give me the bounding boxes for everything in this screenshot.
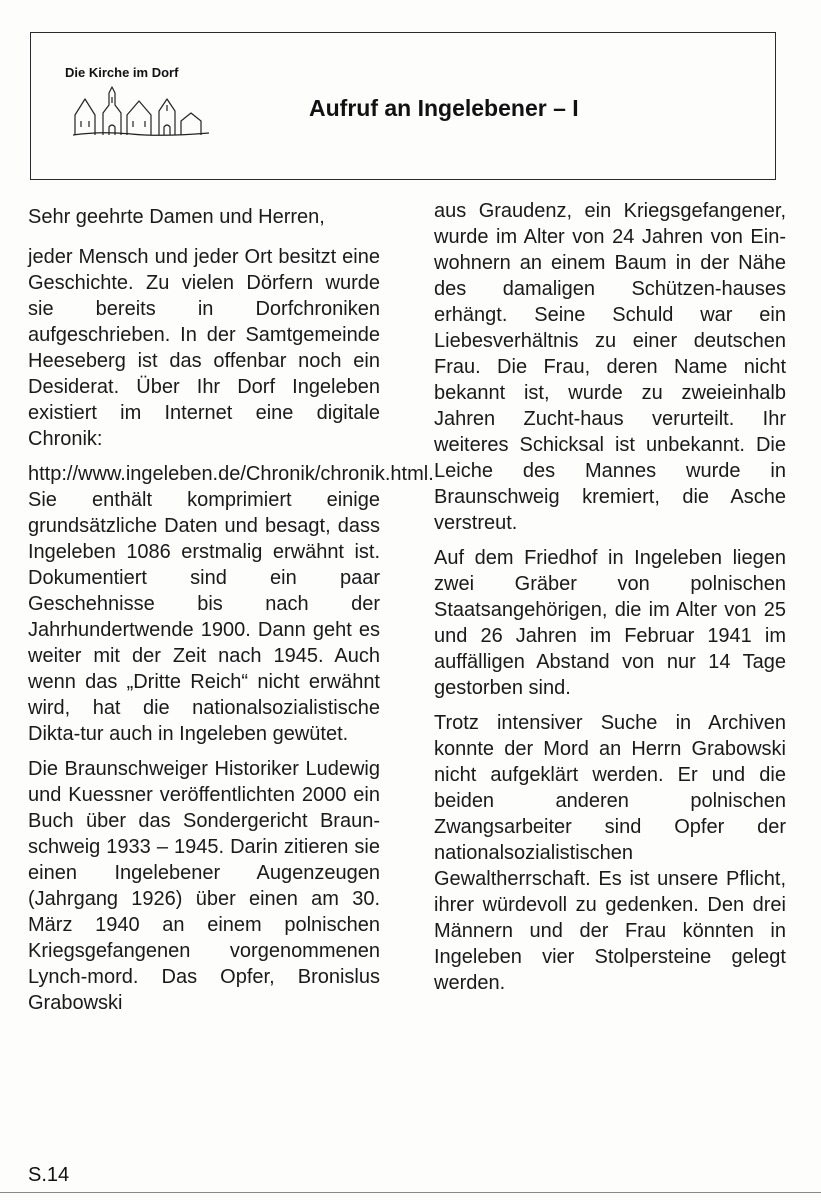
right-column (434, 198, 786, 1005)
bottom-edge (0, 1192, 821, 1193)
appeal-paragraph: Trotz intensiver Suche in Archiven konnte der Mord an Herrn Grabowski nicht aufgeklärt werden. Er und die beiden anderen polnischen Zwangsarbeiter sind Opfer der nationalsozialistischen Gewaltherrschaft. Es ist unsere Pflicht, ihrer würdevoll zu gedenken. Den drei Männern und der Frau könnten in Ingeleben vier Stolpersteine gelegt werden. (434, 712, 786, 994)
left-column (28, 204, 434, 1025)
logo-text: Die Kirche im Dorf (65, 65, 179, 80)
village-church-icon (71, 85, 211, 145)
greeting-paragraph: Sehr geehrte Damen und Herren, (28, 206, 325, 228)
victim-paragraph: aus Graudenz, ein Kriegsgefangener, wurde im Alter von 24 Jahren von Ein-wohnern an einem Baum in der Nähe des damaligen Schützen-hauses erhängt. Seine Schuld war ein Liebesverhältnis zu einer deutschen Frau. Die Frau, deren Name nicht bekannt ist, wurde zu zweieinhalb Jahren Zucht-haus verurteilt. Ihr weiteres Schicksal ist unbekannt. Die Leiche des Mannes wurde in Braunschweig kremiert, die Asche verstreut. (434, 200, 786, 534)
intro-paragraph: jeder Mensch und jeder Ort besitzt eine Geschichte. Zu vielen Dörfern wurde sie bereits in Dorfchroniken aufgeschrieben. In der Samtgemeinde Heeseberg ist das offenbar noch ein Desiderat. Über Ihr Dorf Ingeleben existiert im Internet eine digitale Chronik: (28, 246, 380, 450)
page-title: Aufruf an Ingelebener – I (309, 95, 579, 121)
header-box (30, 32, 776, 180)
graves-paragraph: Auf dem Friedhof in Ingeleben liegen zwei Gräber von polnischen Staatsangehörigen, die im Alter von 25 und 26 Jahren im Februar 1941 im auffälligen Abstand von nur 14 Tage gestorben sind. (434, 547, 786, 699)
chronicle-paragraph: http://www.ingeleben.de/Chronik/chronik.html. Sie enthält komprimiert einige grundsätzliche Daten und besagt, dass Ingeleben 1086 erstmalig erwähnt ist. Dokumentiert sind ein paar Geschehnisse bis nach der Jahrhundertwende 1900. Dann geht es weiter mit der Zeit nach 1945. Auch wenn das „Dritte Reich“ nicht erwähnt wird, hat die nationalsozialistische Dikta-tur auch in Ingeleben gewütet. (28, 463, 434, 745)
church-logo (65, 65, 225, 145)
historians-paragraph: Die Braunschweiger Historiker Ludewig und Kuessner veröffentlichten 2000 ein Buch über das Sondergericht Braun-schweig 1933 – 1945. Darin zitieren sie einen Ingelebener Augenzeugen (Jahrgang 1926) über einen am 30. März 1940 an einem polnischen Kriegsgefangenen vorgenommenen Lynch-mord. Das Opfer, Bronislus Grabowski (28, 758, 380, 1014)
page-number: S.14 (28, 1164, 70, 1186)
